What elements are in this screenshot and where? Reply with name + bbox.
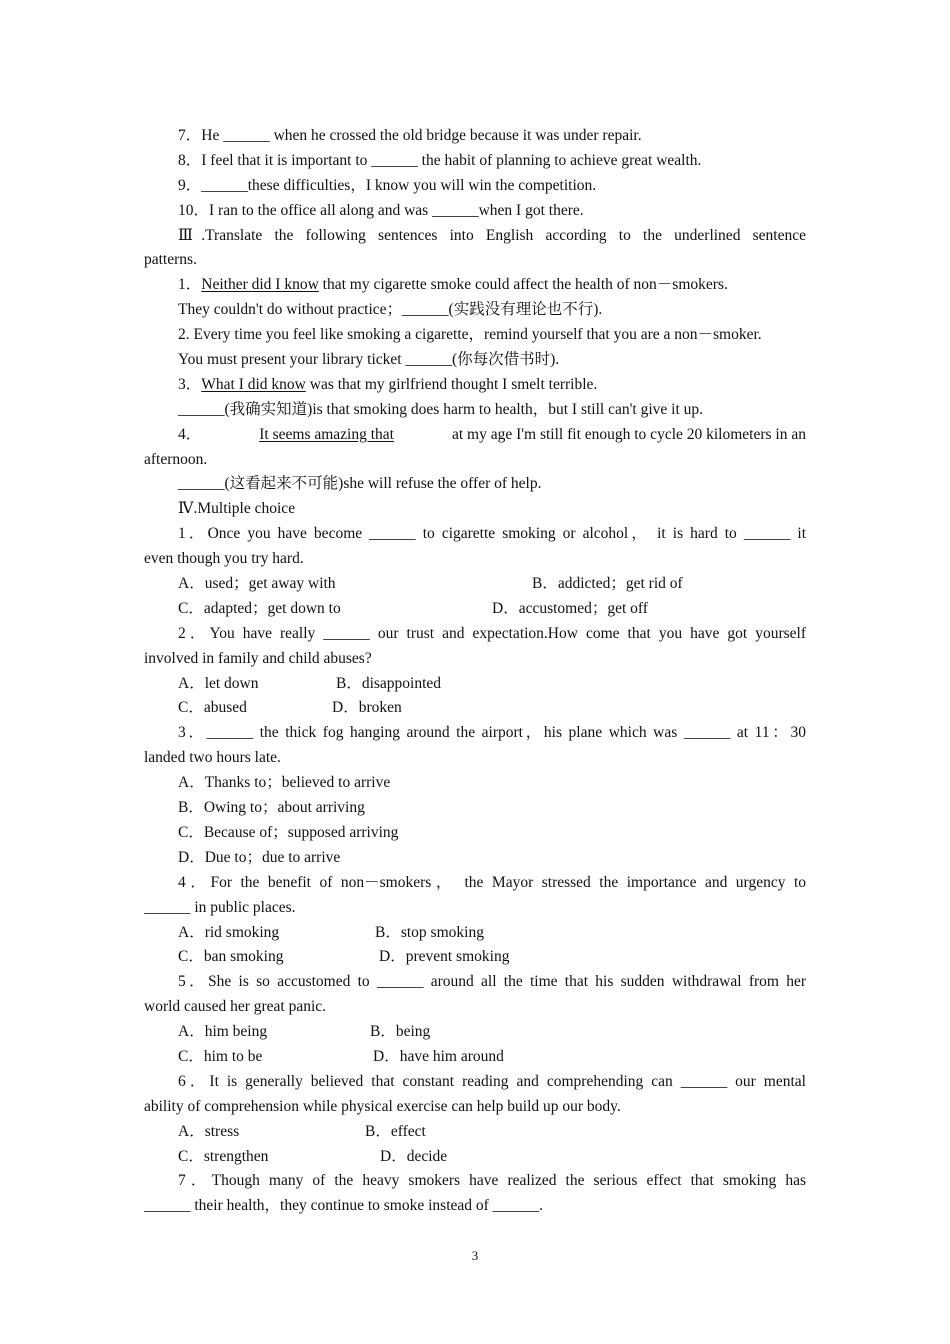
- item-text: at my age I'm still fit enough to cycle 20 kilometers in an: [451, 425, 806, 443]
- item-text: that my cigarette smoke could affect the health of non－smokers.: [318, 276, 728, 294]
- option: A．Thanks to；believed to arrive: [178, 774, 391, 792]
- section-heading-cont: patterns.: [144, 251, 197, 269]
- option-row: [144, 1020, 806, 1045]
- option: D．decide: [380, 1147, 448, 1165]
- question-line-cont: ability of comprehension while physical exercise can help build up our body.: [144, 1097, 621, 1115]
- underlined-pattern: It seems amazing that: [259, 425, 394, 443]
- translate-task: You must present your library ticket ______(你每次借书时).: [178, 351, 560, 369]
- translate-task: ______(这看起来不可能)she will refuse the offer of help.: [178, 475, 542, 493]
- option: A．him being: [178, 1023, 268, 1041]
- option-row: [144, 572, 806, 597]
- option: D．broken: [332, 699, 402, 717]
- page-number: 3: [471, 1248, 479, 1263]
- section-heading: Ⅳ.Multiple choice: [178, 500, 296, 518]
- translate-task: They couldn't do without practice；______(实践没有理论也不行).: [178, 301, 603, 319]
- question-line: 7．Though many of the heavy smokers have realized the serious effect that smoking has: [178, 1172, 806, 1190]
- option: A．used；get away with: [178, 575, 336, 593]
- option: D．accustomed；get off: [492, 599, 648, 617]
- question-line: 2．You have really ______ our trust and expectation.How come that you have got yourself: [178, 624, 806, 642]
- question-line: 10．I ran to the office all along and was ______when I got there.: [178, 201, 584, 219]
- item-number: 1．: [178, 276, 202, 294]
- option: D．prevent smoking: [379, 948, 510, 966]
- translate-item: [144, 373, 806, 398]
- underlined-pattern: Neither did I know: [201, 276, 319, 294]
- option: B．being: [370, 1023, 431, 1041]
- question-line-cont: involved in family and child abuses?: [144, 649, 372, 667]
- option-row: [144, 696, 806, 721]
- option: C．adapted；get down to: [178, 599, 341, 617]
- translate-item-cont: afternoon.: [144, 450, 208, 468]
- option-row: [144, 597, 806, 622]
- translate-task: ______(我确实知道)is that smoking does harm to health，but I still can't give it up.: [178, 400, 703, 418]
- option: A．let down: [178, 674, 259, 692]
- item-number: 4．: [178, 425, 202, 443]
- option: C．abused: [178, 699, 247, 717]
- question-line-cont: world caused her great panic.: [144, 998, 327, 1016]
- question-line: 5．She is so accustomed to ______ around all the time that his sudden withdrawal from her: [178, 973, 806, 991]
- option: B．stop smoking: [375, 923, 484, 941]
- question-line: 8．I feel that it is important to ______ the habit of planning to achieve great wealth.: [178, 151, 702, 169]
- option: C．him to be: [178, 1047, 263, 1065]
- option: A．rid smoking: [178, 923, 280, 941]
- question-line: 7．He ______ when he crossed the old bridge because it was under repair.: [178, 127, 642, 144]
- option-row: [144, 672, 806, 697]
- option: B．Owing to；about arriving: [178, 799, 365, 817]
- question-line: 9．______these difficulties，I know you will win the competition.: [178, 176, 597, 194]
- option: D．Due to；due to arrive: [178, 848, 341, 866]
- question-line: 1．Once you have become ______ to cigarette smoking or alcohol， it is hard to ______ it: [178, 525, 806, 543]
- option-row: [144, 921, 806, 946]
- option-row: [144, 1045, 806, 1070]
- option-row: [144, 1145, 806, 1170]
- question-line: 3．______ the thick fog hanging around the airport，his plane which was ______ at 11：30: [178, 724, 806, 742]
- translate-item: [144, 273, 806, 298]
- item-text: was that my girlfriend thought I smelt terrible.: [305, 375, 598, 393]
- underlined-pattern: What I did know: [201, 375, 306, 393]
- option: D．have him around: [373, 1047, 504, 1065]
- translate-item: 2. Every time you feel like smoking a cigarette，remind yourself that you are a non－smoker.: [178, 326, 762, 344]
- option: B．effect: [365, 1122, 426, 1140]
- question-line-cont: ______ their health，they continue to smoke instead of ______.: [144, 1197, 544, 1215]
- document-page: [144, 124, 806, 1219]
- question-line-cont: ______ in public places.: [144, 898, 296, 916]
- option: B．disappointed: [336, 674, 442, 692]
- question-line: 6．It is generally believed that constant reading and comprehending can ______ our mental: [178, 1072, 806, 1090]
- question-line: 4．For the benefit of non－smokers， the Mayor stressed the importance and urgency to: [178, 873, 806, 891]
- option: A．stress: [178, 1122, 240, 1140]
- question-line-cont: landed two hours late.: [144, 749, 281, 767]
- question-line-cont: even though you try hard.: [144, 550, 304, 568]
- item-number: 3．: [178, 375, 202, 393]
- option: C．Because of；supposed arriving: [178, 823, 399, 841]
- option: B．addicted；get rid of: [532, 575, 683, 593]
- section-heading: Ⅲ.Translate the following sentences into English according to the underlined sentence: [178, 226, 806, 244]
- option: C．strengthen: [178, 1147, 269, 1165]
- translate-item: [144, 423, 806, 448]
- option: C．ban smoking: [178, 948, 284, 966]
- option-row: [144, 1120, 806, 1145]
- option-row: [144, 945, 806, 970]
